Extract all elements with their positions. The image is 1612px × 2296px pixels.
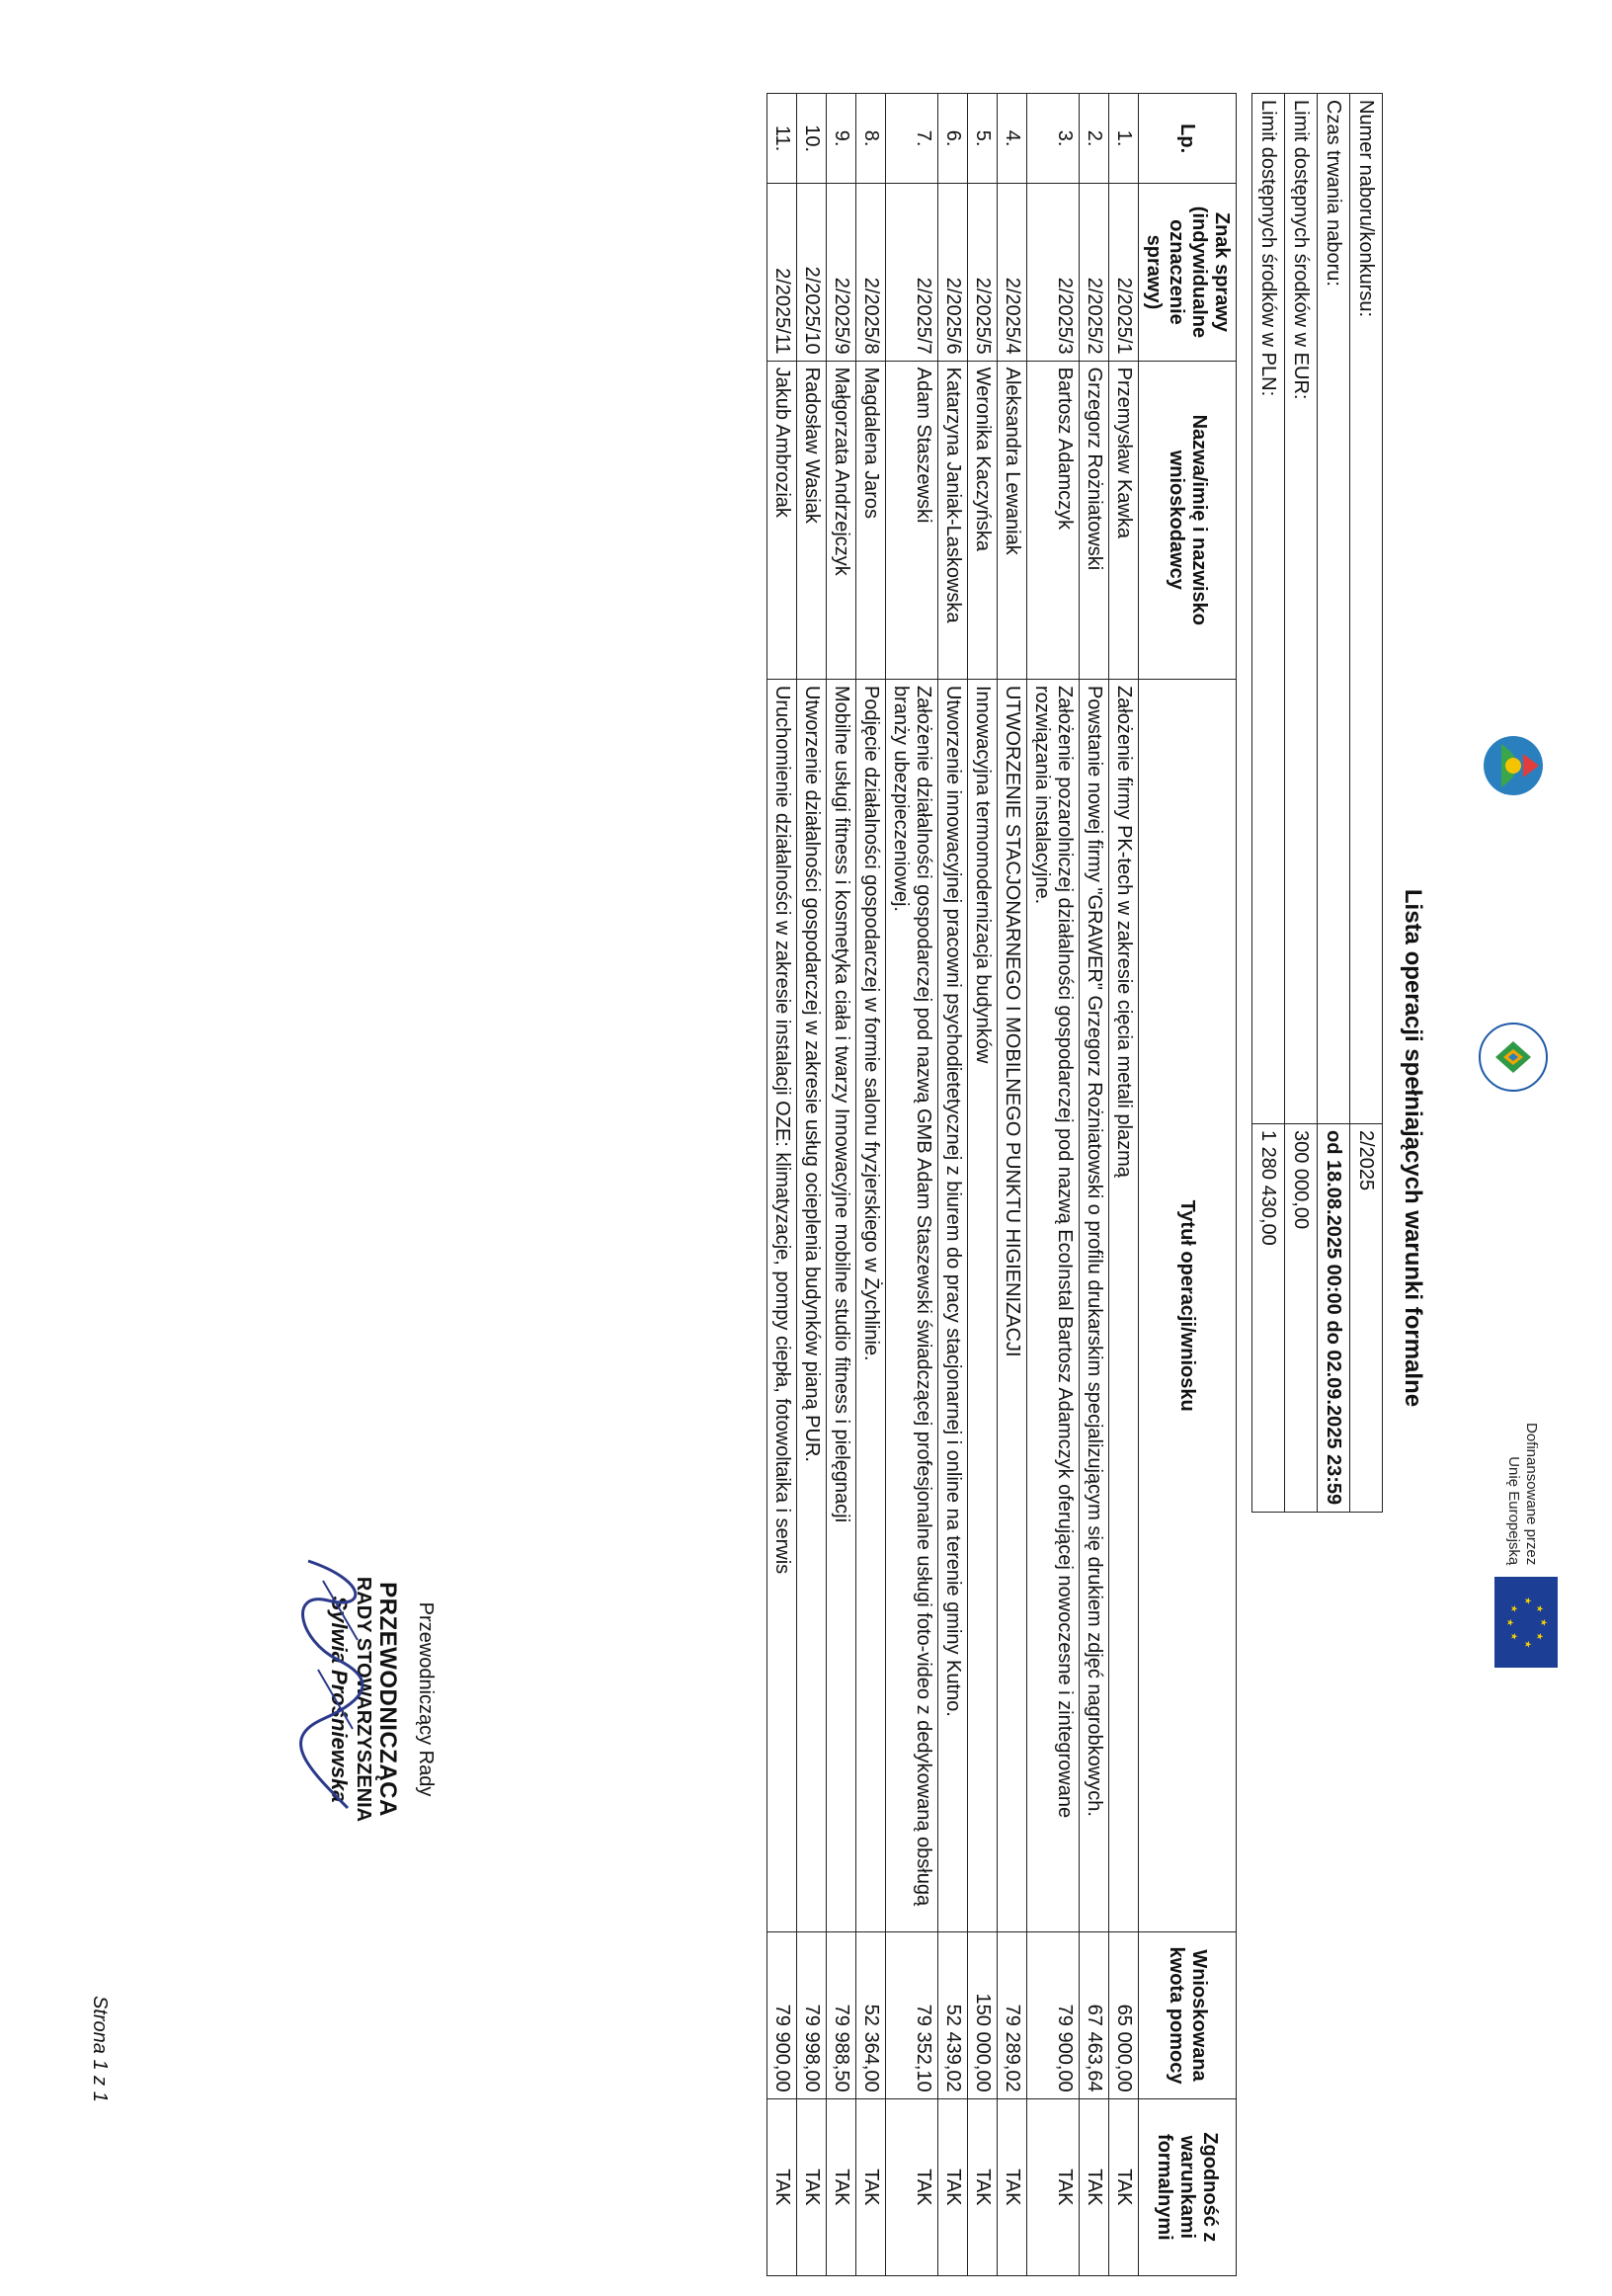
info-label: Czas trwania naboru:: [1318, 94, 1350, 1124]
stamp-line1: PRZEWODNICZĄCA: [374, 1582, 401, 1817]
cell-znak: 2/2025/5: [968, 184, 998, 361]
cell-kwota: 52 364,00: [856, 1932, 886, 2098]
handwritten-signature: [288, 1521, 377, 1877]
cell-kwota: 79 900,00: [1027, 1932, 1080, 2098]
cell-kwota: 79 352,10: [886, 1932, 938, 2098]
cell-znak: 2/2025/9: [827, 184, 856, 361]
page-number: Strona 1 z 1: [89, 1996, 111, 2102]
col-header-title: Tytuł operacji/wniosku: [1139, 679, 1237, 1931]
cell-kwota: 67 463,64: [1080, 1932, 1109, 2098]
table-row: [886, 94, 938, 2276]
info-row: [1252, 94, 1285, 1513]
table-row: [767, 94, 797, 2276]
stowarzyszenie-logo: [1474, 1018, 1553, 1097]
col-header-lp: Lp.: [1139, 94, 1237, 184]
cell-name: Jakub Ambroziak: [767, 361, 797, 679]
cell-znak: 2/2025/1: [1109, 184, 1139, 361]
cell-lp: 11.: [767, 94, 797, 184]
cell-zgodnosc: TAK: [1027, 2098, 1080, 2275]
eu-text-line2: Unię Europejską: [1505, 1456, 1522, 1566]
cell-znak: 2/2025/8: [856, 184, 886, 361]
info-value: od 18.08.2025 00:00 do 02.09.2025 23:59: [1318, 1124, 1350, 1513]
cell-znak: 2/2025/2: [1080, 184, 1109, 361]
cell-kwota: 79 289,02: [998, 1932, 1027, 2098]
signature-role: Przewodniczący Rady: [415, 1601, 437, 1797]
info-row: [1350, 94, 1383, 1513]
cell-zgodnosc: TAK: [938, 2098, 968, 2275]
stamp-line2: RADY STOWARZYSZENIA: [353, 1576, 374, 1823]
cell-title: Założenie działalności gospodarczej pod nazwą GMB Adam Staszewski świadczącej profesjonalne usługi foto-video z dedykowaną obsługą branży ubezpieczeniowej.: [886, 679, 938, 1931]
cell-znak: 2/2025/10: [797, 184, 827, 361]
cell-zgodnosc: TAK: [1109, 2098, 1139, 2275]
col-header-kwota: Wnioskowana kwota pomocy: [1139, 1932, 1237, 2098]
cell-name: Aleksandra Lewaniak: [998, 361, 1027, 679]
table-row: [856, 94, 886, 2276]
info-label: Limit dostępnych środków w EUR:: [1285, 94, 1318, 1124]
cell-title: UTWORZENIE STACJONARNEGO I MOBILNEGO PUNKTU HIGIENIZACJI: [998, 679, 1027, 1931]
eu-text-line1: Dofinansowane przez: [1523, 1423, 1540, 1566]
cell-name: Weronika Kaczyńska: [968, 361, 998, 679]
cell-lp: 7.: [886, 94, 938, 184]
cell-kwota: 52 439,02: [938, 1932, 968, 2098]
info-row: [1318, 94, 1350, 1513]
cell-lp: 8.: [856, 94, 886, 184]
document-title: Lista operacji spełniających warunki formalne: [1400, 888, 1426, 1408]
info-value: 1 280 430,00: [1252, 1124, 1285, 1513]
cell-zgodnosc: TAK: [827, 2098, 856, 2275]
cell-lp: 6.: [938, 94, 968, 184]
table-row: [968, 94, 998, 2276]
cell-name: Przemysław Kawka: [1109, 361, 1139, 679]
cell-zgodnosc: TAK: [998, 2098, 1027, 2275]
cell-title: Innowacyjna termomodernizacja budynków: [968, 679, 998, 1931]
col-header-znak: Znak sprawy (indywidualne oznaczenie sprawy): [1139, 184, 1237, 361]
cell-kwota: 79 988,50: [827, 1932, 856, 2098]
eu-flag-icon: ★ ★ ★ ★ ★ ★ ★ ★: [1494, 1577, 1558, 1668]
cell-znak: 2/2025/11: [767, 184, 797, 361]
cell-name: Radosław Wasiak: [797, 361, 827, 679]
table-row: [998, 94, 1027, 2276]
table-header-row: [1139, 94, 1237, 2276]
table-row: [1109, 94, 1139, 2276]
cell-znak: 2/2025/6: [938, 184, 968, 361]
col-header-zgodnosc: Zgodność z warunkami formalnymi: [1139, 2098, 1237, 2275]
cell-name: Adam Staszewski: [886, 361, 938, 679]
lgd-logo: [1474, 726, 1553, 805]
stamp-line3: Sylwia Prośniewska: [327, 1596, 352, 1803]
cell-kwota: 79 900,00: [767, 1932, 797, 2098]
cell-zgodnosc: TAK: [797, 2098, 827, 2275]
cell-name: Bartosz Adamczyk: [1027, 361, 1080, 679]
table-row: [938, 94, 968, 2276]
operations-table: [766, 93, 1237, 2276]
cell-lp: 10.: [797, 94, 827, 184]
cell-lp: 2.: [1080, 94, 1109, 184]
cell-lp: 3.: [1027, 94, 1080, 184]
cell-lp: 1.: [1109, 94, 1139, 184]
cell-title: Założenie firmy PK-tech w zakresie cięcia metali plazmą: [1109, 679, 1139, 1931]
cell-zgodnosc: TAK: [886, 2098, 938, 2275]
cell-title: Założenie pozarolniczej działalności gospodarczej pod nazwą EcoInstal Bartosz Adamczyk oferującej nowoczesne i zintegrowane rozwiązania instalacyjne.: [1027, 679, 1080, 1931]
cell-name: Małgorzata Andrzejczyk: [827, 361, 856, 679]
cell-lp: 5.: [968, 94, 998, 184]
cell-title: Podjęcie działalności gospodarczej w formie salonu fryzjerskiego w Żychlinie.: [856, 679, 886, 1931]
signature-block: [326, 1521, 437, 1877]
cell-lp: 4.: [998, 94, 1027, 184]
info-row: [1285, 94, 1318, 1513]
cell-zgodnosc: TAK: [1080, 2098, 1109, 2275]
cell-title: Utworzenie działalności gospodarczej w zakresie usług ocieplenia budynków pianą PUR.: [797, 679, 827, 1931]
eu-cofinancing-logo: [1494, 1423, 1558, 1668]
cell-zgodnosc: TAK: [767, 2098, 797, 2275]
cell-znak: 2/2025/4: [998, 184, 1027, 361]
cell-zgodnosc: TAK: [856, 2098, 886, 2275]
cell-title: Uruchomienie działalności w zakresie instalacji OZE: klimatyzacje, pompy ciepła, fotowoltaika i serwis: [767, 679, 797, 1931]
cell-title: Powstanie nowej firmy "GRAWER" Grzegorz Rożniatowski o profilu drukarskim specjalizującym się drukiem zdjęć nagrobkowych.: [1080, 679, 1109, 1931]
table-row: [827, 94, 856, 2276]
col-header-name: Nazwa/imię i nazwisko wnioskodawcy: [1139, 361, 1237, 679]
info-value: 2/2025: [1350, 1124, 1383, 1513]
cell-zgodnosc: TAK: [968, 2098, 998, 2275]
info-label: Numer naboru/konkursu:: [1350, 94, 1383, 1124]
table-row: [797, 94, 827, 2276]
cell-lp: 9.: [827, 94, 856, 184]
table-row: [1027, 94, 1080, 2276]
cell-name: Magdalena Jaros: [856, 361, 886, 679]
nabor-info-table: [1251, 93, 1383, 1513]
cell-title: Mobilne usługi fitness i kosmetyka ciała i twarzy Innowacyjne mobilne studio fitness i pielęgnacji: [827, 679, 856, 1931]
table-row: [1080, 94, 1109, 2276]
cell-title: Utworzenie innowacyjnej pracowni psychodietetycznej z biurem do pracy stacjonarnej i online na terenie gminy Kutno.: [938, 679, 968, 1931]
cell-name: Katarzyna Janiak-Laskowska: [938, 361, 968, 679]
cell-kwota: 65 000,00: [1109, 1932, 1139, 2098]
cell-kwota: 79 998,00: [797, 1932, 827, 2098]
cell-kwota: 150 000,00: [968, 1932, 998, 2098]
cell-name: Grzegorz Rożniatowski: [1080, 361, 1109, 679]
info-label: Limit dostępnych środków w PLN:: [1252, 94, 1285, 1124]
cell-znak: 2/2025/7: [886, 184, 938, 361]
cell-znak: 2/2025/3: [1027, 184, 1080, 361]
info-value: 300 000,00: [1285, 1124, 1318, 1513]
